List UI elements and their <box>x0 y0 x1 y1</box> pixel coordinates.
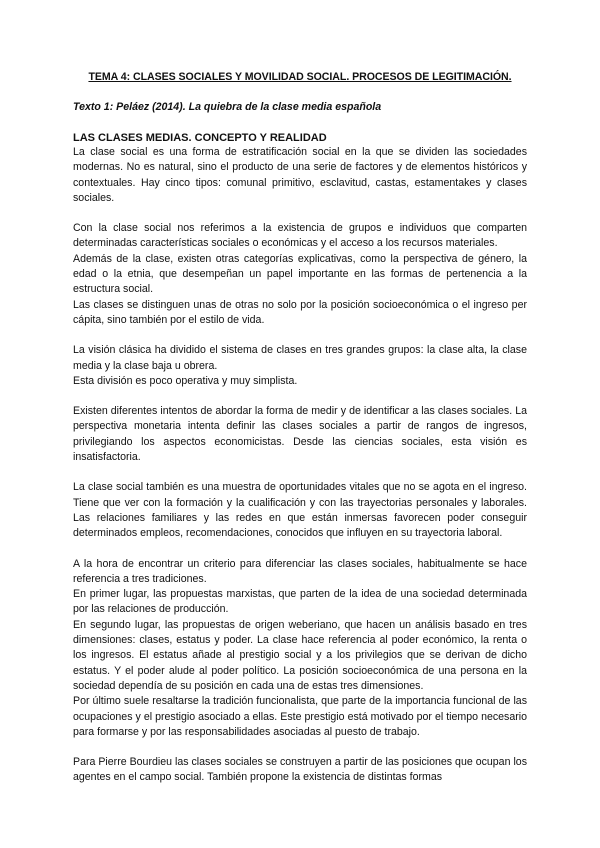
paragraph-line: En primer lugar, las propuestas marxistas, que parten de la idea de una sociedad determinada por las relaciones de producción. <box>73 588 527 616</box>
paragraph-line: A la hora de encontrar un criterio para diferenciar las clases sociales, habitualmente se hace referencia a tres tradiciones. <box>73 557 527 585</box>
document-title: TEMA 4: CLASES SOCIALES Y MOVILIDAD SOCIAL. PROCESOS DE LEGITIMACIÓN. <box>88 71 512 83</box>
paragraph-line: Para Pierre Bourdieu las clases sociales se construyen a partir de las posiciones que ocupan los agentes en el campo social. También propone la existencia de distintas formas <box>73 756 527 784</box>
paragraph-1 <box>73 145 527 206</box>
paragraph-spacer <box>73 206 527 221</box>
paragraph-spacer <box>73 740 527 755</box>
paragraph-spacer <box>73 328 527 343</box>
paragraph-line: Por último suele resaltarse la tradición funcionalista, que parte de la importancia funcional de las ocupaciones y el prestigio asociado a ellas. Este prestigio está motivado por el tiempo necesario para formarse y por las responsabilidades asociadas al puesto de trabajo. <box>73 695 527 738</box>
paragraph-line: La clase social es una forma de estratificación social en la que se dividen las sociedades modernas. No es natural, sino el producto de una serie de factores y de elementos históricos y contextuales. Hay cinco tipos: comunal primitivo, esclavitud, castas, estamentakes y clases sociales. <box>73 146 527 204</box>
paragraph-spacer <box>73 389 527 404</box>
paragraph-spacer <box>73 465 527 480</box>
paragraph-5 <box>73 480 527 541</box>
text-reference: Texto 1: Peláez (2014). La quiebra de la clase media española <box>73 101 382 113</box>
paragraph-4 <box>73 404 527 465</box>
paragraph-line: Con la clase social nos referimos a la existencia de grupos e individuos que comparten determinadas características sociales o económicas y el acceso a los recursos materiales. <box>73 222 527 250</box>
paragraph-line: Las clases se distinguen unas de otras no solo por la posición socioeconómica o el ingreso per cápita, sino también por el estilo de vida. <box>73 298 527 326</box>
paragraph-6 <box>73 557 527 741</box>
paragraph-line: La visión clásica ha dividido el sistema de clases en tres grandes grupos: la clase alta, la clase media y la clase baja u obrera. <box>73 344 527 372</box>
paragraph-line: La clase social también es una muestra de oportunidades vitales que no se agota en el ingreso. Tiene que ver con la formación y la cualificación y con las trayectorias personales y laborales. Las relaciones familiares y las redes en que están inmersas favorecen poder conseguir determinados empleos, recomendaciones, conocidos que influyen en su trayectoria laboral. <box>73 481 527 540</box>
paragraph-line: Existen diferentes intentos de abordar la forma de medir y de identificar a las clases sociales. La perspectiva monetaria intenta definir las clases sociales a partir de rangos de ingresos, privilegiando los aspectos economicistas. Desde las ciencias sociales, esta visión es insatisfactoria. <box>73 405 527 464</box>
paragraph-line: En segundo lugar, las propuestas de origen weberiano, que hacen un análisis basado en tres dimensiones: clases, estatus y poder. La clase hace referencia al poder económico, la renta o los ingresos. El estatus añade al prestigio social y a los privilegios que se derivan de dicho estatus. Y el poder alude al poder político. La posición socioeconómica de una persona en la sociedad dependía de su posición en cada una de estas tres dimensiones. <box>73 618 527 692</box>
section-heading: LAS CLASES MEDIAS. CONCEPTO Y REALIDAD <box>73 132 327 144</box>
paragraph-3 <box>73 343 527 389</box>
paragraph-line: Esta división es poco operativa y muy simplista. <box>73 374 298 387</box>
paragraph-spacer <box>73 542 527 557</box>
paragraph-7 <box>73 755 527 786</box>
paragraph-line: Además de la clase, existen otras categorías explicativas, como la perspectiva de género, la edad o la etnia, que desempeñan un papel importante en las formas de pertenencia a la estructura social. <box>73 252 527 296</box>
paragraph-2 <box>73 221 527 328</box>
